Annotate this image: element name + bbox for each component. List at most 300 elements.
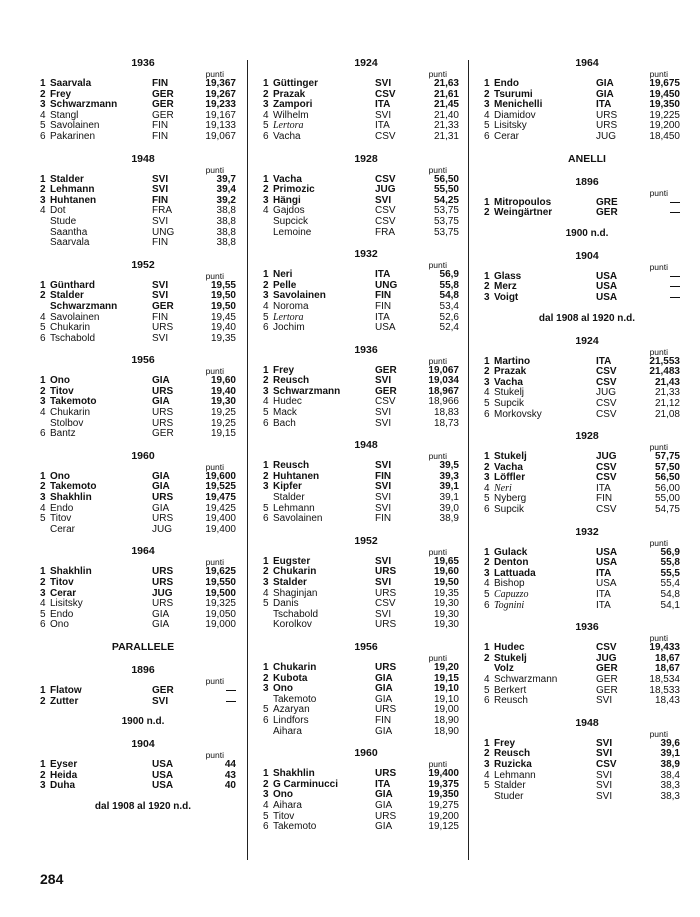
rank: 6: [40, 619, 46, 631]
year-heading: 1936: [575, 621, 599, 634]
score: 57,50: [654, 461, 680, 473]
rank: 4: [40, 407, 46, 419]
score: 19,067: [428, 364, 459, 376]
nation-code: SVI: [375, 460, 392, 472]
rank: 5: [263, 120, 269, 132]
score: 18,67: [654, 652, 680, 664]
year-block: [484, 430, 680, 516]
rank: 3: [484, 99, 490, 111]
score: 19,45: [210, 311, 236, 323]
nation-code: URS: [596, 109, 618, 121]
score: 21,45: [433, 99, 459, 111]
nation-code: SVI: [152, 215, 169, 227]
score: 38,8: [216, 215, 236, 227]
rank: 5: [263, 407, 269, 419]
score: 18,90: [433, 714, 459, 726]
athlete-name: Capuzzo: [494, 589, 529, 601]
rank: 4: [263, 205, 269, 217]
nation-code: FIN: [375, 714, 392, 726]
athlete-name: Frey: [50, 88, 72, 100]
athlete-name: Glass: [494, 270, 522, 282]
rank: 2: [263, 375, 269, 387]
result-row: [40, 697, 236, 708]
nation-code: URS: [375, 704, 397, 716]
nation-code: GIA: [152, 619, 170, 631]
nation-code: GIA: [375, 683, 393, 695]
athlete-name: Ono: [50, 470, 70, 482]
score: 19,550: [205, 577, 236, 588]
athlete-name: Prazak: [273, 88, 306, 100]
athlete-name: Endo: [494, 78, 519, 89]
nation-code: SVI: [152, 332, 169, 344]
nation-code: ITA: [596, 567, 612, 579]
score: 18,43: [654, 695, 680, 707]
rank: 5: [263, 704, 269, 716]
year-block: [263, 153, 459, 239]
nation-code: GER: [375, 385, 397, 397]
nation-code: ITA: [375, 120, 390, 132]
score: 53,75: [433, 205, 459, 217]
result-row: [263, 801, 459, 812]
rank: 1: [40, 173, 46, 185]
score: 43: [224, 769, 236, 781]
year-block: [263, 439, 459, 525]
score: 39,1: [439, 481, 459, 493]
score: 39,1: [660, 748, 680, 760]
result-row: [40, 620, 236, 631]
athlete-name: Savolainen: [50, 120, 100, 132]
nation-code: GER: [152, 88, 174, 100]
athlete-name: Hängi: [273, 194, 301, 206]
nation-code: GIA: [596, 78, 614, 89]
score: 19,35: [433, 587, 459, 599]
athlete-name: Supcik: [494, 397, 525, 409]
nation-code: SVI: [375, 502, 392, 514]
nation-code: GIA: [596, 88, 614, 100]
athlete-name: Lehmann: [273, 502, 315, 514]
rank: 1: [484, 78, 490, 89]
athlete-name: Schwarzmann: [50, 300, 118, 312]
nation-code: JUG: [596, 387, 616, 399]
athlete-name: Menichelli: [494, 99, 543, 111]
nation-code: CSV: [596, 461, 617, 473]
result-row: [40, 334, 236, 345]
rank: 3: [263, 290, 269, 302]
column-divider: [468, 60, 469, 860]
athlete-name: Savolainen: [50, 311, 100, 323]
rank: 5: [484, 493, 490, 505]
nation-code: FIN: [375, 470, 392, 482]
score: 55,8: [660, 557, 680, 569]
nation-code: SVI: [596, 769, 613, 781]
year-block: [40, 153, 236, 249]
rank: 1: [484, 270, 490, 282]
result-row: [263, 217, 459, 228]
athlete-name: Mitropoulos: [494, 196, 552, 208]
score: 19,30: [433, 608, 459, 620]
rank: 1: [263, 768, 269, 780]
nation-code: CSV: [596, 758, 617, 770]
nation-code: GIA: [375, 672, 393, 684]
score: 38,8: [216, 205, 236, 217]
nation-code: SVI: [152, 184, 169, 196]
rank: 1: [40, 566, 46, 578]
athlete-name: Tognini: [494, 599, 525, 611]
nation-code: URS: [152, 598, 174, 610]
rank: 4: [40, 311, 46, 323]
score: 55,50: [433, 184, 459, 196]
score: 18,83: [433, 407, 459, 419]
result-row: [40, 196, 236, 207]
nation-code: URS: [152, 385, 174, 397]
score: 18,450: [649, 130, 680, 142]
athlete-name: Pakarinen: [50, 130, 96, 142]
athlete-name: Zutter: [50, 695, 79, 707]
athlete-name: Ono: [50, 375, 70, 387]
rank: 4: [40, 109, 46, 121]
rank: 4: [263, 396, 269, 408]
athlete-name: Cerar: [494, 130, 520, 142]
year-block: [263, 248, 459, 334]
rank: 3: [40, 99, 46, 111]
athlete-name: Danis: [273, 598, 299, 610]
rank: 3: [40, 492, 46, 504]
nation-code: ITA: [596, 599, 611, 611]
athlete-name: Lertora: [273, 120, 304, 132]
athlete-name: Shaginjan: [273, 587, 318, 599]
athlete-name: Güttinger: [273, 78, 318, 89]
rank: 5: [40, 120, 46, 132]
rank: 1: [484, 546, 490, 558]
score: 18,90: [433, 725, 459, 737]
athlete-name: Wilhelm: [273, 109, 309, 121]
athlete-name: Lindfors: [273, 714, 309, 726]
result-row: [484, 410, 680, 421]
nation-code: CSV: [596, 642, 617, 654]
nation-code: GER: [596, 207, 618, 219]
athlete-name: Ono: [273, 789, 293, 801]
result-row: [40, 578, 236, 589]
score: 19,367: [205, 78, 236, 89]
rank: 1: [484, 642, 490, 654]
nation-code: GER: [152, 99, 174, 111]
punti-label: punti: [205, 366, 224, 377]
athlete-name: Shakhlin: [273, 768, 315, 780]
score: 56,9: [660, 546, 680, 558]
score: 19,40: [210, 385, 236, 397]
athlete-name: Stalder: [273, 577, 307, 588]
athlete-name: Noroma: [273, 300, 309, 312]
athlete-name: Mack: [273, 407, 297, 419]
athlete-name: Stukelj: [494, 387, 525, 399]
nation-code: SVI: [152, 279, 169, 291]
score: 19,350: [649, 99, 680, 111]
athlete-name: Löffler: [494, 472, 526, 484]
rank: 2: [40, 385, 46, 397]
section-title: ANELLI: [568, 152, 606, 165]
score: 19,350: [428, 789, 459, 801]
score: 19,10: [433, 693, 459, 705]
nation-code: FIN: [152, 120, 169, 132]
athlete-name: Vacha: [494, 376, 523, 388]
punti-label: punti: [205, 675, 224, 686]
nation-code: SVI: [375, 78, 392, 89]
nation-code: GIA: [375, 821, 393, 833]
column-divider: [247, 60, 248, 860]
athlete-name: Aihara: [273, 799, 302, 811]
results-column-2: [263, 57, 459, 833]
rank: 6: [40, 428, 46, 440]
score: 52,6: [439, 311, 459, 323]
nation-code: GRE: [596, 196, 618, 208]
result-row: [484, 208, 680, 219]
punti-label: punti: [205, 461, 224, 472]
score: —: [226, 695, 236, 707]
athlete-name: Voigt: [494, 291, 519, 303]
score: 19,400: [428, 768, 459, 780]
nation-code: UNG: [152, 226, 175, 238]
score: 39,4: [216, 184, 236, 196]
not-held-note: 1900 n.d.: [121, 716, 165, 728]
rank: 1: [40, 279, 46, 291]
nation-code: SVI: [375, 577, 392, 588]
rank: 2: [40, 481, 46, 493]
athlete-name: Huhtanen: [50, 194, 97, 206]
rank: 6: [40, 130, 46, 142]
rank: 6: [263, 513, 269, 525]
result-row: [263, 578, 459, 589]
score: 52,4: [439, 322, 459, 334]
athlete-name: Reusch: [494, 695, 528, 707]
nation-code: GER: [152, 428, 174, 440]
result-row: [40, 302, 236, 313]
nation-code: SVI: [375, 375, 392, 387]
rank: 6: [484, 695, 490, 707]
nation-code: CSV: [596, 376, 617, 388]
score: 19,65: [433, 555, 459, 567]
athlete-name: Titov: [50, 513, 72, 525]
punti-label: punti: [649, 346, 668, 357]
punti-label: punti: [205, 164, 224, 175]
rank: 1: [263, 78, 269, 89]
year-heading: 1960: [131, 449, 155, 462]
punti-label: punti: [649, 69, 668, 79]
nation-code: SVI: [152, 290, 169, 302]
year-heading: 1924: [354, 57, 378, 69]
year-block: [40, 259, 236, 345]
athlete-name: Endo: [50, 502, 74, 514]
rank: 3: [40, 194, 46, 206]
rank: 4: [484, 769, 490, 781]
score: 19,400: [205, 523, 236, 535]
score: 19,55: [210, 279, 236, 291]
athlete-name: Hudec: [494, 642, 525, 654]
score: 19,167: [205, 109, 236, 121]
rank: 2: [263, 566, 269, 578]
result-row: [484, 760, 680, 771]
nation-code: GIA: [152, 481, 170, 493]
rank: 6: [263, 322, 269, 334]
athlete-name: Lemoine: [273, 226, 312, 238]
score: 21,31: [433, 130, 459, 142]
nation-code: GIA: [375, 693, 393, 705]
score: 38,4: [660, 769, 680, 781]
athlete-name: Savolainen: [273, 513, 323, 525]
year-block: [40, 545, 236, 631]
nation-code: GIA: [152, 470, 170, 482]
rank: 1: [263, 173, 269, 185]
score: 21,483: [649, 366, 680, 378]
rank: 2: [40, 695, 46, 707]
result-row: [263, 302, 459, 313]
score: 53,75: [433, 226, 459, 238]
rank: 6: [263, 714, 269, 726]
year-block: [263, 57, 459, 143]
athlete-name: Merz: [494, 281, 517, 293]
nation-code: URS: [152, 513, 174, 525]
nation-code: SVI: [375, 492, 392, 504]
rank: 3: [263, 99, 269, 111]
athlete-name: Denton: [494, 557, 529, 569]
result-row: [40, 238, 236, 249]
score: 19,225: [649, 109, 680, 121]
athlete-name: Chukarin: [50, 407, 91, 419]
athlete-name: Frey: [494, 737, 516, 749]
nation-code: GER: [152, 109, 174, 121]
rank: 5: [484, 120, 490, 132]
score: 21,61: [433, 88, 459, 100]
year-heading: 1964: [131, 545, 155, 558]
athlete-name: Lehmann: [50, 184, 95, 196]
nation-code: SVI: [375, 608, 392, 620]
athlete-name: Savolainen: [273, 290, 326, 302]
athlete-name: Duha: [50, 780, 75, 792]
nation-code: CSV: [375, 598, 396, 610]
nation-code: URS: [152, 407, 174, 419]
rank: 2: [484, 88, 490, 100]
rank: 5: [484, 397, 490, 409]
score: 39,2: [216, 194, 236, 206]
nation-code: USA: [596, 270, 618, 282]
rank: 2: [263, 672, 269, 684]
athlete-name: Schwarzmann: [50, 99, 118, 111]
score: 19,267: [205, 88, 236, 100]
nation-code: CSV: [375, 205, 396, 217]
score: 18,67: [654, 663, 680, 675]
score: 53,4: [439, 300, 459, 312]
athlete-name: Huhtanen: [273, 470, 320, 482]
nation-code: UNG: [375, 279, 398, 291]
nation-code: URS: [152, 577, 174, 588]
nation-code: GER: [596, 684, 618, 696]
result-row: [484, 675, 680, 686]
rank: 2: [484, 207, 490, 219]
year-block: [40, 450, 236, 536]
nation-code: FIN: [375, 300, 392, 312]
score: 19,60: [210, 375, 236, 387]
athlete-name: Berkert: [494, 684, 527, 696]
athlete-name: Stude: [50, 215, 77, 227]
year-heading: 1948: [575, 716, 599, 729]
nation-code: JUG: [596, 652, 617, 664]
athlete-name: Eugster: [273, 555, 311, 567]
result-row: [40, 217, 236, 228]
nation-code: GIA: [152, 396, 170, 408]
score: —: [670, 196, 680, 208]
nation-code: FIN: [152, 130, 169, 142]
rank: 5: [484, 589, 490, 601]
result-row: [40, 429, 236, 440]
score: 19,450: [649, 88, 680, 100]
result-row: [263, 514, 459, 525]
punti-label: punti: [428, 355, 447, 366]
rank: 5: [40, 322, 46, 334]
result-row: [263, 663, 459, 674]
athlete-name: Schwarzmann: [494, 674, 558, 685]
score: 19,500: [205, 587, 236, 599]
athlete-name: Dot: [50, 205, 66, 217]
year-block: [484, 250, 680, 304]
athlete-name: Vacha: [273, 173, 302, 185]
athlete-name: Saarvala: [50, 237, 90, 249]
athlete-name: Kipfer: [273, 481, 302, 493]
score: 19,20: [433, 661, 459, 673]
nation-code: FRA: [375, 226, 395, 238]
athlete-name: Saarvala: [50, 78, 92, 89]
year-block: [40, 57, 236, 143]
athlete-name: Chukarin: [273, 661, 317, 673]
rank: 4: [263, 109, 269, 121]
score: 19,35: [210, 332, 236, 344]
score: 39,6: [660, 737, 680, 749]
score: 19,275: [428, 799, 459, 811]
nation-code: GIA: [152, 502, 170, 514]
athlete-name: Aihara: [273, 725, 302, 737]
nation-code: USA: [596, 546, 618, 558]
score: 39,3: [439, 470, 459, 482]
score: 18,533: [649, 684, 680, 696]
athlete-name: Stolbov: [50, 417, 84, 429]
rank: 3: [484, 291, 490, 303]
athlete-name: Stalder: [50, 173, 84, 185]
score: 19,15: [210, 428, 236, 440]
nation-code: URS: [152, 322, 174, 334]
result-row: [484, 293, 680, 304]
punti-label: punti: [649, 537, 668, 548]
nation-code: ITA: [596, 99, 612, 111]
nation-code: URS: [152, 417, 174, 429]
nation-code: SVI: [375, 109, 392, 121]
athlete-name: Stukelj: [494, 652, 527, 664]
athlete-name: Heida: [50, 769, 78, 781]
athlete-name: Titov: [273, 810, 295, 822]
rank: 2: [263, 470, 269, 482]
score: 56,50: [433, 173, 459, 185]
rank: 2: [40, 290, 46, 302]
athlete-name: Endo: [50, 608, 74, 620]
nation-code: USA: [596, 578, 617, 590]
year-heading: 1904: [575, 249, 599, 262]
athlete-name: Bishop: [494, 578, 525, 590]
score: 21,40: [433, 109, 459, 121]
score: 19,425: [205, 502, 236, 514]
rank: 4: [484, 578, 490, 590]
year-block: [484, 57, 680, 143]
rank: 5: [263, 502, 269, 514]
athlete-name: Neri: [273, 269, 293, 281]
result-row: [263, 79, 459, 90]
score: 55,8: [439, 279, 459, 291]
